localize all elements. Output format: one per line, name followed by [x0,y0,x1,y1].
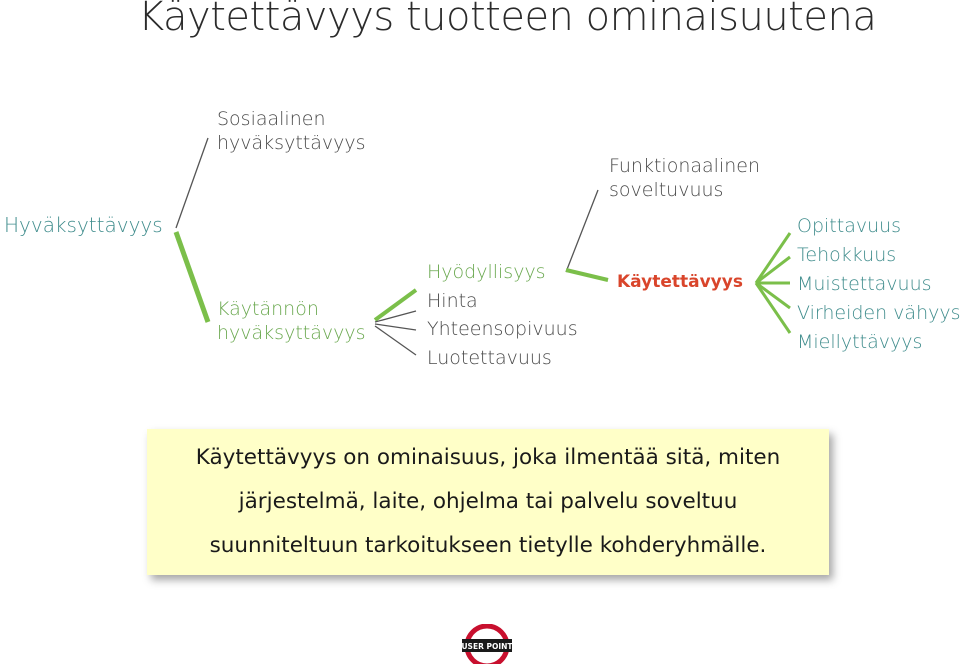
connector-usability-2 [756,257,790,283]
userpoint-logo-icon [461,624,513,664]
node-acceptability: Hyväksyttävyys [4,213,163,237]
node-functional-line1: Funktionaalinen [609,155,760,177]
definition-line2: järjestelmä, laite, ohjelma tai palvelu soveltuu [238,489,738,514]
node-practical-line1: Käytännön [217,298,319,320]
connector-usability-4 [756,283,790,308]
attribute-learnability: Opittavuus [797,215,902,237]
connector-left-social [176,138,208,228]
attribute-efficiency: Tehokkuus [797,244,897,266]
node-practical-line2: hyväksyttävyys [217,321,366,344]
node-middle-list [427,258,578,372]
connector-usability-5 [756,283,790,333]
definition-line1: Käytettävyys on ominaisuus, joka ilmentää sitä, miten [195,445,781,470]
attribute-memorability: Muistettavuus [797,273,932,295]
node-social-acceptability [217,108,366,156]
node-compatibility: Yhteensopivuus [427,318,578,340]
node-social-line2: hyväksyttävyys [217,131,366,154]
attribute-satisfaction: Miellyttävyys [797,331,923,353]
definition-note [147,429,829,575]
connector-practical-useful [375,290,416,320]
connector-usability-1 [756,233,790,283]
attribute-errors: Virheiden vähyys [797,302,960,324]
connector-left-practical [176,232,208,322]
usability-attributes [797,212,960,357]
node-usefulness: Hyödyllisyys [427,261,546,283]
node-price: Hinta [427,289,478,312]
definition-line3: suunniteltuun tarkoitukseen tietylle kohderyhmälle. [209,533,767,558]
connector-practical-compat [375,324,416,330]
node-usability: Käytettävyys [617,272,743,292]
node-functional-suitability [609,155,760,203]
connector-practical-reliab [375,326,416,355]
logo-text: USER POINT [461,642,513,651]
node-social-line1: Sosiaalinen [217,108,326,130]
node-reliability: Luotettavuus [427,346,552,369]
page-title: Käytettävyys tuotteen ominaisuutena [138,0,877,40]
node-practical-acceptability [217,298,366,346]
node-functional-line2: soveltuvuus [609,178,724,201]
